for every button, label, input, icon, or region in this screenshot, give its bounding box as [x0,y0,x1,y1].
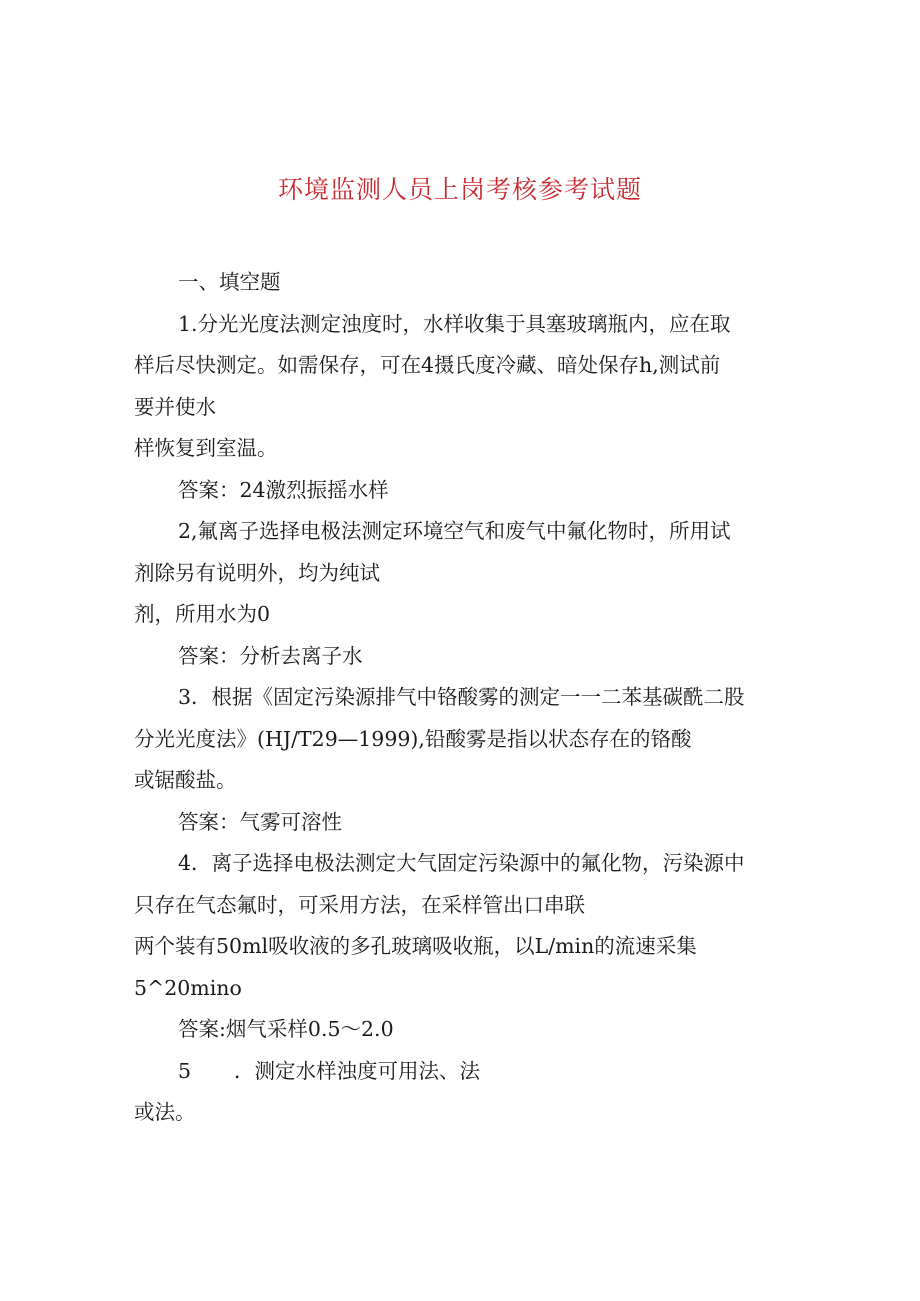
question-4-line-1: 4．离子选择电极法测定大气固定污染源中的氟化物，污染源中 [178,851,745,875]
section-heading: 一、填空题 [178,270,281,294]
question-2-line-3: 剂，所用水为0 [134,602,271,626]
question-1-line-1: 1.分光光度法测定浊度时，水样收集于具塞玻璃瓶内，应在取 [178,311,731,336]
question-4-line-3: 两个装有50ml吸收液的多孔玻璃吸收瓶，以L/min的流速采集 [134,934,697,958]
question-1-line-4: 样恢复到室温。 [134,436,278,460]
question-3-line-2: 分光光度法》(HJ/T29—1999),铅酸雾是指以状态存在的铬酸 [134,726,692,751]
question-5-line-1 [134,1051,784,1093]
document-body [134,262,784,1134]
question-2-line-2: 剂除另有说明外，均为纯试 [134,560,380,585]
question-2-answer: 答案：分析去离子水 [178,643,363,668]
question-1-line-2: 样后尽快测定。如需保存，可在4摄氏度冷藏、暗处保存h,测试前 [134,353,721,377]
question-5-text: ．测定水样浊度可用法、法 [234,1058,480,1083]
question-1-answer: 答案：24激烈振摇水样 [178,477,389,502]
question-4-line-4: 5^20mino [134,975,242,1000]
question-3-line-3: 或锯酸盐。 [134,768,237,792]
question-4-line-2: 只存在气态氟时，可采用方法，在采样管出口串联 [134,892,585,917]
question-3-answer: 答案：气雾可溶性 [178,809,342,834]
question-4-answer: 答案:烟气采样0.5～2.0 [178,1017,394,1041]
question-3-line-1: 3．根据《固定污染源排气中铬酸雾的测定一一二苯基碳酰二股 [178,685,745,709]
question-5-line-2: 或法。 [134,1100,196,1124]
document-title: 环境监测人员上岗考核参考试题 [277,175,642,204]
question-2-line-1: 2,氟离子选择电极法测定环境空气和废气中氟化物时，所用试 [178,519,731,543]
question-1-line-3: 要并使水 [134,394,216,419]
question-5-number: 5 [178,1058,192,1083]
